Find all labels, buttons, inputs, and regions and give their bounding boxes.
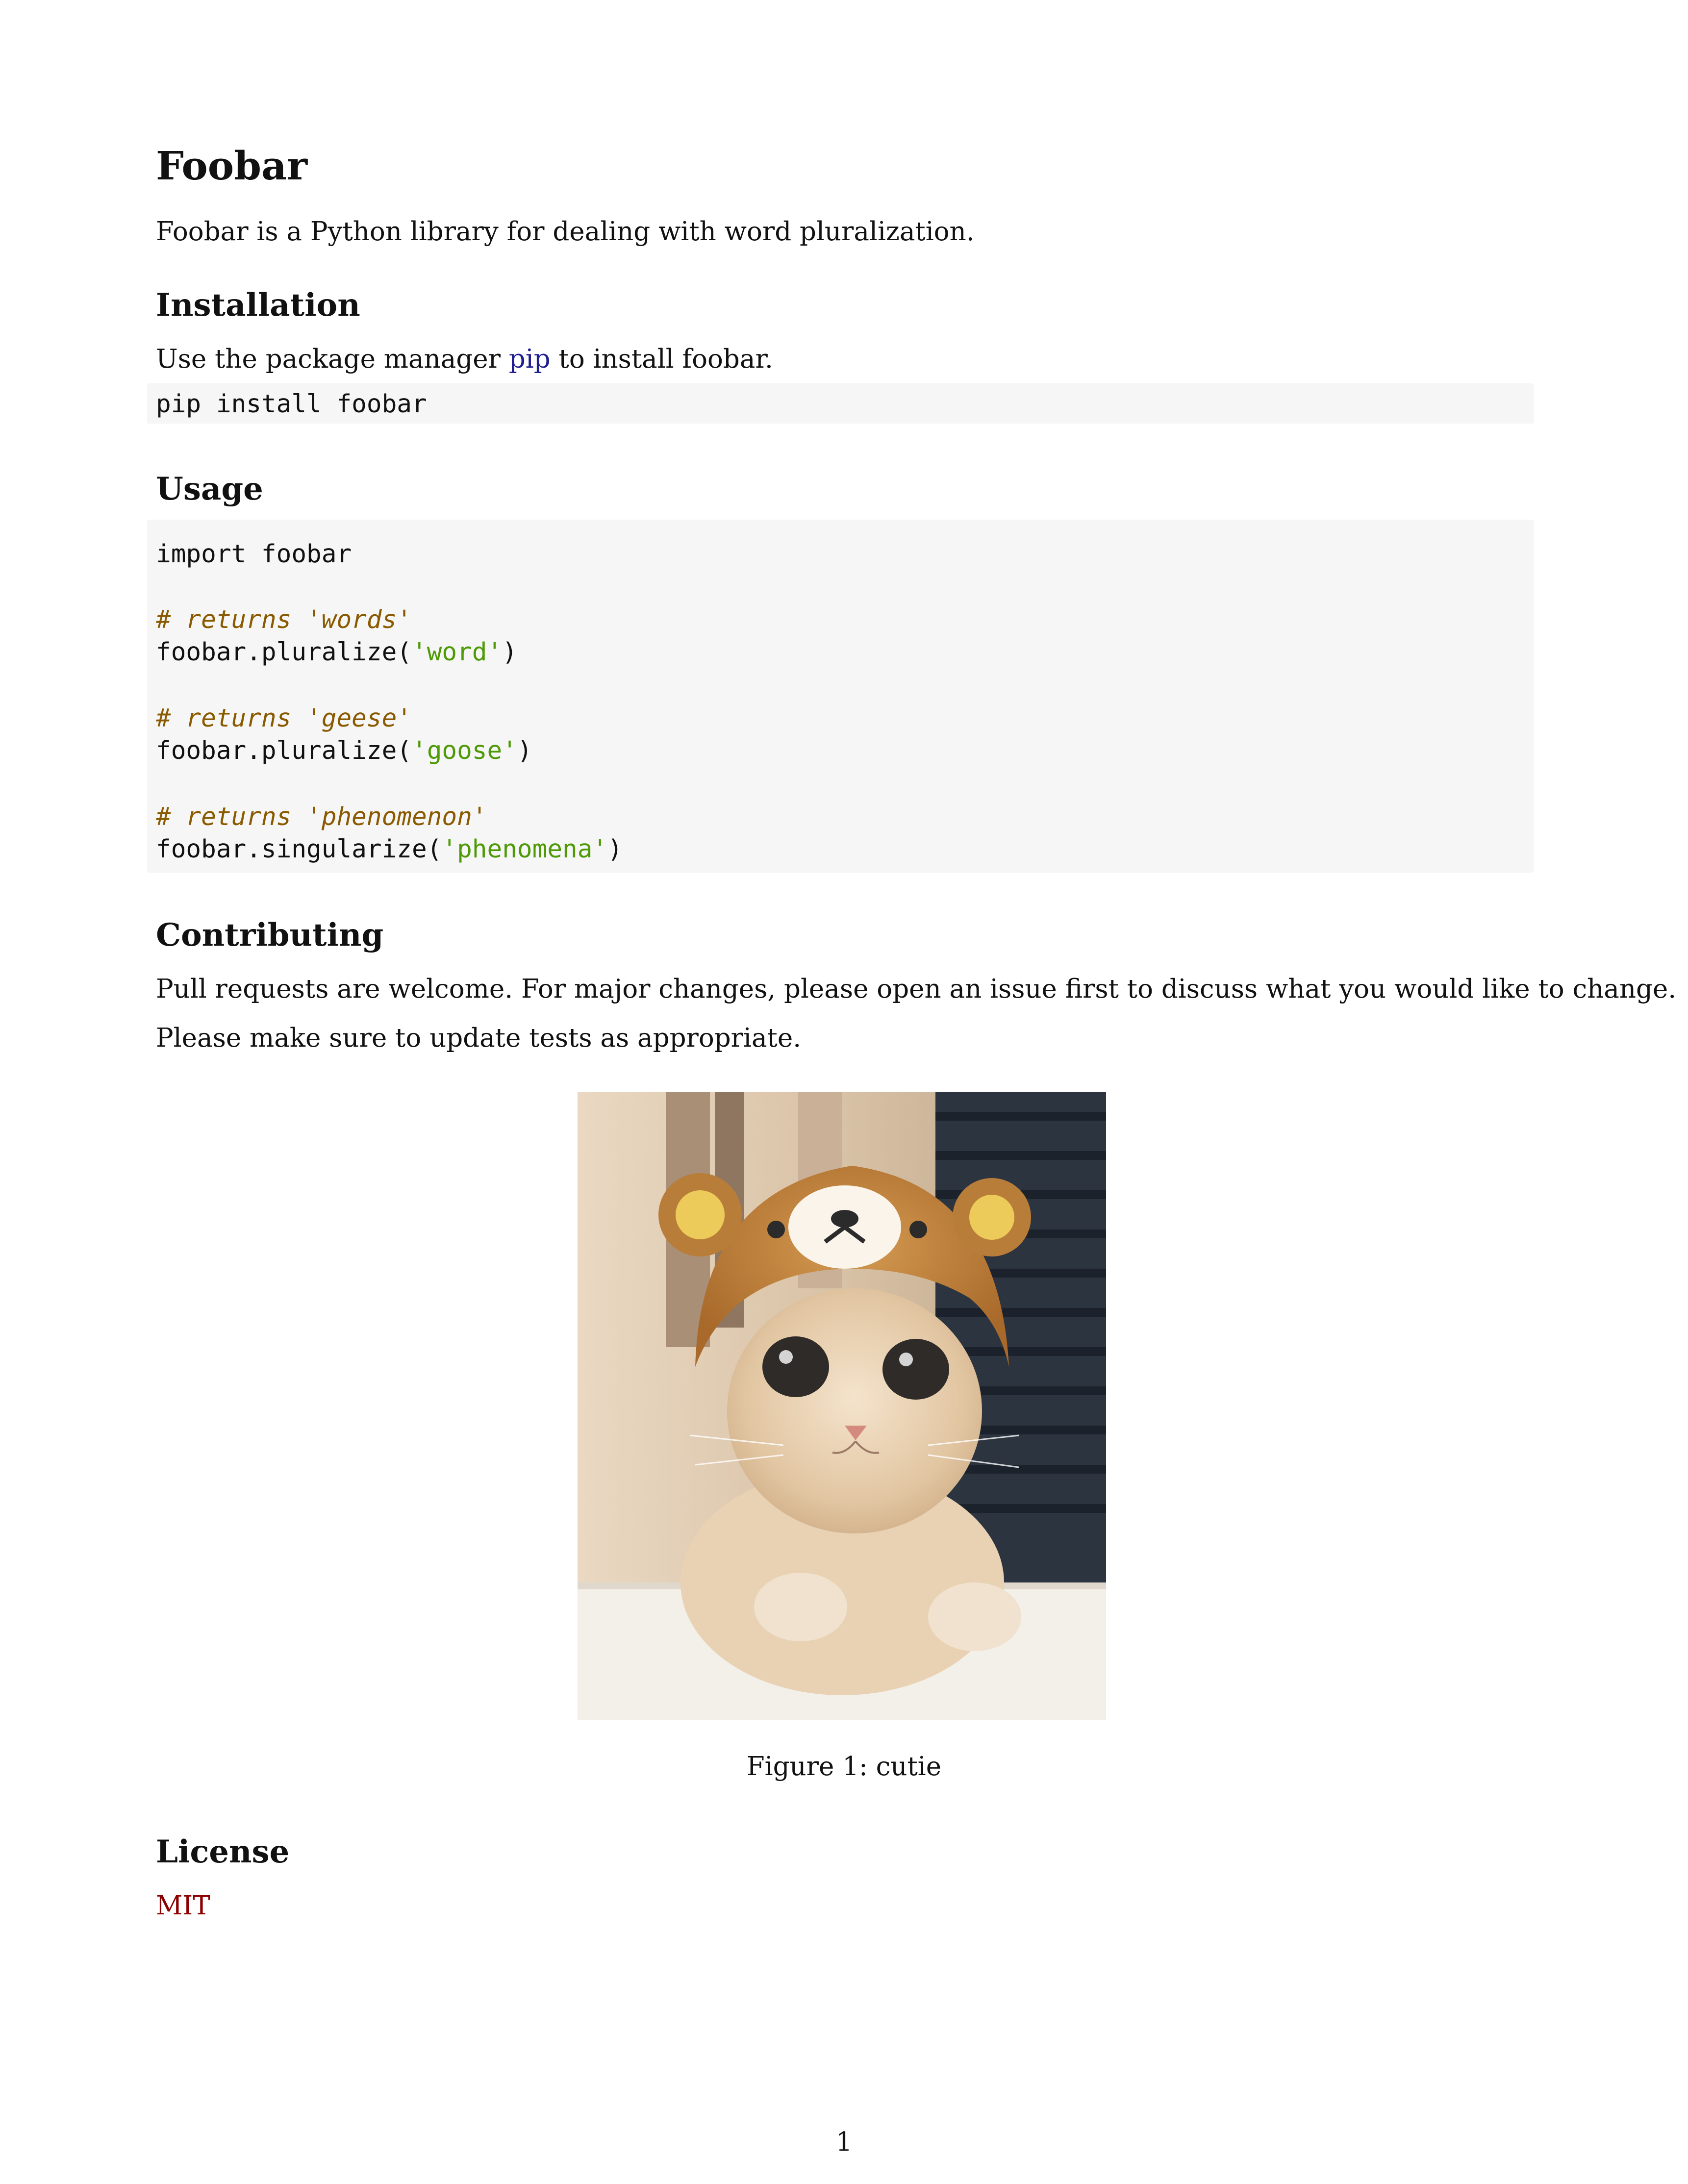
installation-heading: Installation bbox=[156, 287, 360, 324]
call-3-prefix: foobar.singularize( bbox=[156, 835, 442, 864]
usage-heading: Usage bbox=[156, 471, 263, 507]
figure-caption: Figure 1: cutie bbox=[746, 1752, 942, 1782]
contributing-line-1: Pull requests are welcome. For major changes, please open an issue first to discuss what you would like to change. bbox=[156, 974, 1677, 1004]
call-2-arg: 'goose' bbox=[411, 736, 517, 765]
call-1-suffix: ) bbox=[502, 638, 517, 667]
installation-text-before: Use the package manager bbox=[156, 344, 509, 374]
installation-text-after: to install foobar. bbox=[550, 344, 773, 374]
mit-link[interactable]: MIT bbox=[156, 1891, 210, 1921]
license-heading: License bbox=[156, 1833, 290, 1870]
call-1-arg: 'word' bbox=[411, 638, 503, 667]
pip-link[interactable]: pip bbox=[508, 344, 551, 374]
call-2-suffix: ) bbox=[517, 736, 532, 765]
code-comment-2: # returns 'geese' bbox=[156, 704, 412, 733]
code-import-line: import foobar bbox=[156, 540, 352, 569]
code-call-3 bbox=[156, 834, 623, 864]
install-command: pip install foobar bbox=[156, 390, 427, 419]
code-call-1 bbox=[156, 637, 517, 667]
code-comment-1: # returns 'words' bbox=[156, 605, 412, 634]
call-3-arg: 'phenomena' bbox=[442, 835, 608, 864]
code-comment-3: # returns 'phenomenon' bbox=[156, 803, 487, 831]
contributing-heading: Contributing bbox=[156, 917, 384, 954]
contributing-line-2: Please make sure to update tests as appropriate. bbox=[156, 1023, 802, 1053]
page-title: Foobar bbox=[156, 143, 308, 189]
code-call-2 bbox=[156, 736, 532, 766]
call-3-suffix: ) bbox=[607, 835, 623, 864]
usage-code-block bbox=[147, 520, 1534, 873]
install-code-block bbox=[147, 383, 1534, 424]
installation-paragraph bbox=[156, 343, 773, 376]
cat-photo bbox=[578, 1092, 1106, 1720]
call-1-prefix: foobar.pluralize( bbox=[156, 638, 412, 667]
page-number: 1 bbox=[835, 2127, 853, 2157]
call-2-prefix: foobar.pluralize( bbox=[156, 736, 412, 765]
intro-paragraph: Foobar is a Python library for dealing with word pluralization. bbox=[156, 217, 975, 247]
